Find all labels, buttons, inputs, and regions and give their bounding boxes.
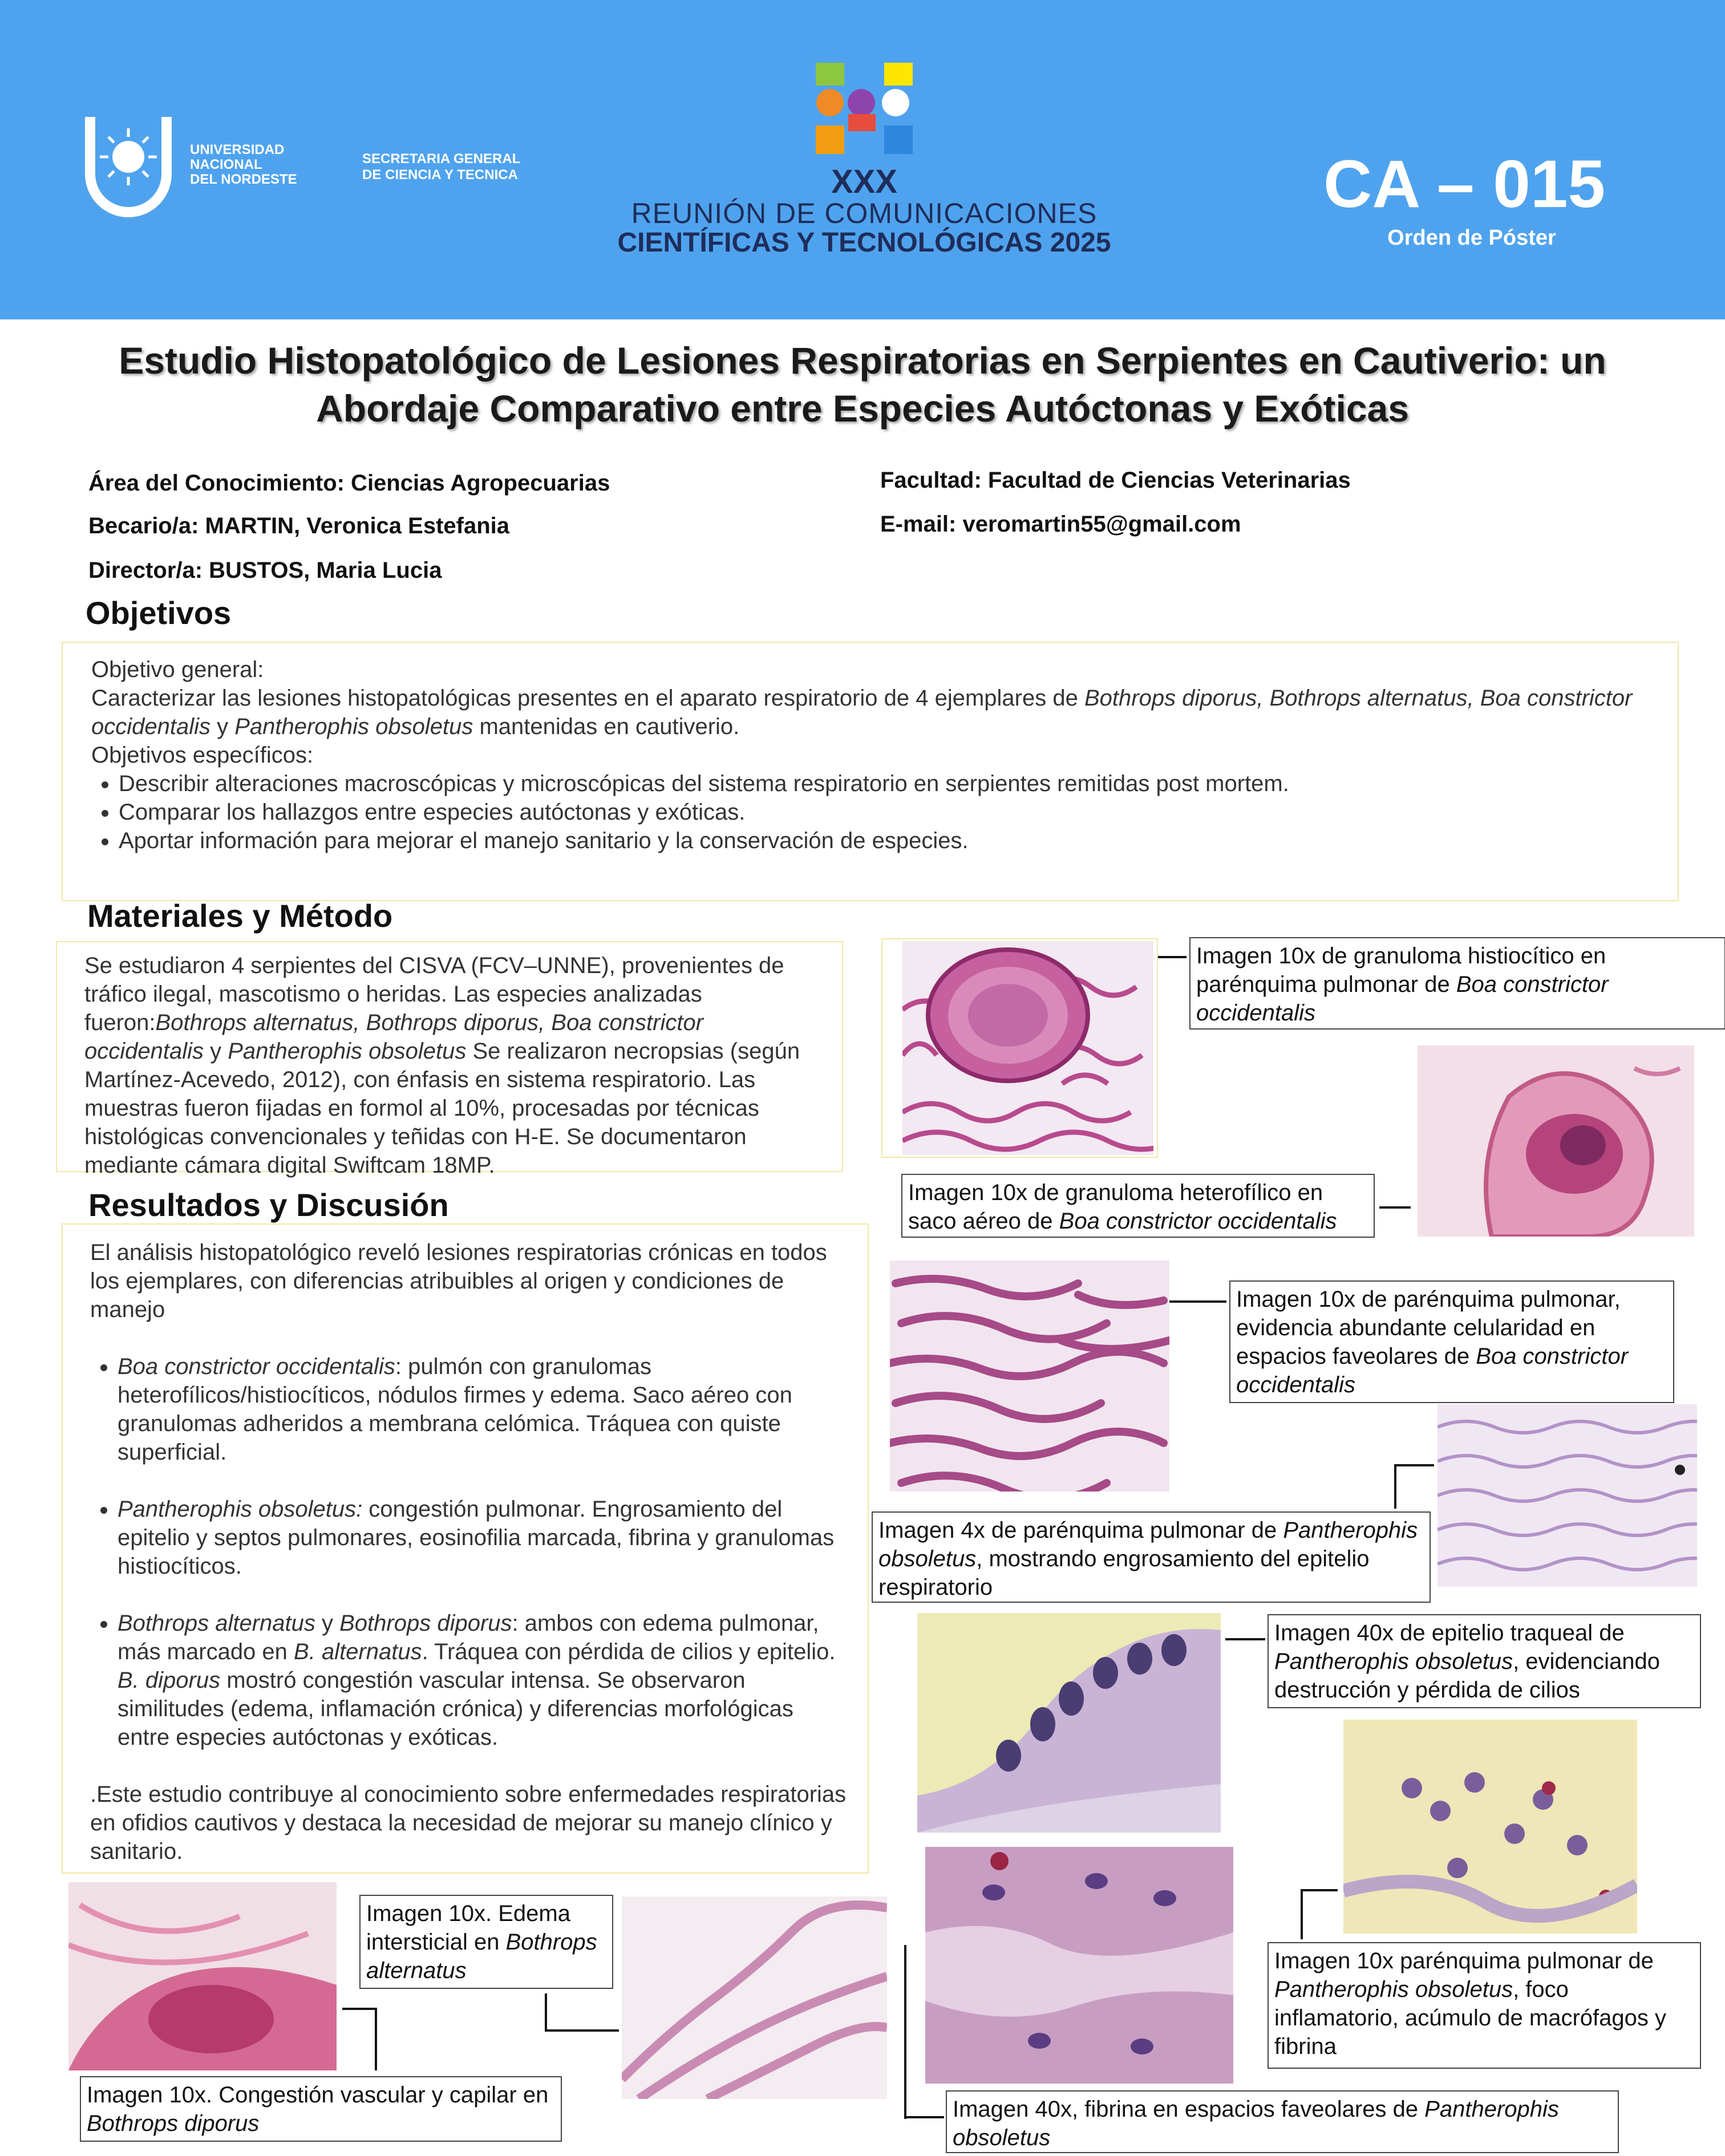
resultado-text: mostró congestión vascular intensa. Se observaron similitudes (edema, inflamación crónica) y diferencias morfológicas entre especies autóctonas y exóticas. <box>118 1668 793 1750</box>
arrow-line <box>1225 1638 1265 1640</box>
objetivos-box <box>62 642 1679 901</box>
micrograph-foco-inflamatorio <box>1343 1720 1637 1934</box>
caption-species: Boa constrictor occidentalis <box>1059 1209 1337 1234</box>
arrow-line <box>1379 1206 1411 1209</box>
resultado-species: Bothrops alternatus <box>118 1611 315 1636</box>
arrow-line <box>375 2008 377 2070</box>
meta-email: E-mail: veromartin55@gmail.com <box>880 512 1241 537</box>
arrow-line <box>1301 1889 1338 1891</box>
objetivo-general-part: y <box>210 714 235 739</box>
list-item: • Describir alteraciones macroscópicas y microscópicas del sistema respiratorio en serpientes remitidas post mortem. <box>119 769 1652 798</box>
secretaria-name <box>362 151 520 183</box>
objetivo-general-label: Objetivo general: <box>91 657 264 682</box>
resultado-species: Bothrops diporus <box>339 1611 512 1636</box>
micrograph-epitelio-traqueal <box>917 1613 1221 1833</box>
resultado-species: B. diporus <box>118 1668 221 1693</box>
header-band <box>0 0 1725 319</box>
micrograph-granuloma-heterofilico <box>1418 1045 1694 1237</box>
objetivo-species: Pantherophis obsoletus <box>234 714 473 739</box>
arrow-line <box>1301 1889 1303 1939</box>
resultados-box <box>62 1223 869 1874</box>
caption-8 <box>359 1895 613 1989</box>
caption-text: Imagen 40x, fibrina en espacios faveolares de <box>953 2097 1425 2122</box>
resultados-intro: El análisis histopatológico reveló lesiones respiratorias crónicas en todos los ejemplares, con diferencias atribuibles al origen y condiciones de manejo <box>90 1240 827 1322</box>
university-line: DEL NORDESTE <box>190 172 297 187</box>
caption-7 <box>946 2090 1619 2153</box>
materiales-text: Se realizaron necropsias (según Martínez-Acevedo, 2012), con énfasis en sistema respiratorio. Las muestras fueron fijadas en formol al 10%, procesadas por técnicas histológicas convencionales y teñidas con H-E. Se documentaron mediante cámara digital Swiftcam 18MP. <box>84 1039 800 1178</box>
meta-director: Director/a: BUSTOS, Maria Lucia <box>88 558 442 583</box>
resultados-list <box>90 1352 851 1752</box>
resultado-text: : ambos con edema pulmonar, más marcado en <box>118 1611 819 1664</box>
university-line: UNIVERSIDAD <box>190 142 285 157</box>
arrow-line <box>545 2029 619 2032</box>
resultado-species: Boa constrictor occidentalis <box>118 1354 395 1379</box>
materiales-heading: Materiales y Método <box>87 898 393 934</box>
caption-text: Imagen 10x de granuloma heterofílico en saco aéreo de <box>908 1180 1323 1234</box>
caption-species: Pantherophis obsoletus <box>953 2097 1559 2150</box>
caption-text: Imagen 10x de parénquima pulmonar, evidencia abundante celularidad en espacios faveolares de <box>1236 1287 1621 1369</box>
secretaria-line: DE CIENCIA Y TECNICA <box>362 167 518 183</box>
micrograph-parenquima-pantherophis-4x <box>1438 1404 1697 1587</box>
objetivos-heading: Objetivos <box>86 595 232 631</box>
micrograph-congestion-vascular <box>68 1882 337 2070</box>
arrow-line <box>1158 956 1187 958</box>
list-item: • Comparar los hallazgos entre especies autóctonas y exóticas. <box>119 798 1652 826</box>
caption-1 <box>1189 937 1725 1030</box>
arrow-line <box>904 2116 944 2118</box>
caption-species: Boa constrictor occidentalis <box>1196 972 1609 1026</box>
caption-species: Bothrops diporus <box>87 2111 260 2136</box>
poster-order-label: Orden de Póster <box>1387 226 1556 250</box>
event-logo-icon <box>813 60 913 160</box>
materiales-text: y <box>204 1039 228 1064</box>
arrow-line <box>904 1945 906 2119</box>
micrograph-parenquima-boa <box>890 1261 1169 1492</box>
arrow-line <box>545 1993 547 2031</box>
micrograph-fibrina <box>925 1847 1233 2084</box>
caption-text: Imagen 10x. Edema intersticial en <box>366 1901 570 1955</box>
unne-logo-icon <box>80 111 177 222</box>
resultados-heading: Resultados y Discusión <box>88 1187 449 1223</box>
resultado-species: B. alternatus <box>294 1639 422 1664</box>
objetivos-especificos-list <box>91 769 1652 855</box>
materiales-species: Bothrops alternatus, Bothrops diporus, Boa constrictor occidentalis <box>84 1010 704 1064</box>
list-item: • Aportar información para mejorar el manejo sanitario y la conservación de especies. <box>119 826 1652 855</box>
caption-9 <box>80 2076 562 2142</box>
caption-text: , foco inflamatorio, acúmulo de macrófagos y fibrina <box>1274 1977 1666 2059</box>
micrograph-granuloma-histiocitico <box>902 941 1153 1155</box>
university-name <box>190 143 297 187</box>
caption-text: Imagen 4x de parénquima pulmonar de <box>878 1518 1283 1543</box>
university-line: NACIONAL <box>190 157 262 172</box>
event-title-line2: CIENTÍFICAS Y TECNOLÓGICAS 2025 <box>617 228 1111 258</box>
objetivo-species: Bothrops diporus, Bothrops alternatus, Boa constrictor occidentalis <box>91 686 1633 739</box>
resultado-text: y <box>315 1611 340 1636</box>
list-item <box>118 1609 851 1752</box>
caption-species: Bothrops alternatus <box>366 1930 597 1983</box>
objetivos-especificos-label: Objetivos específicos: <box>91 743 314 768</box>
resultados-conclusion: .Este estudio contribuye al conocimiento sobre enfermedades respiratorias en ofidios cautivos y destaca la necesidad de mejorar su manejo clínico y sanitario. <box>90 1782 847 1864</box>
materiales-box <box>56 941 843 1178</box>
meta-facultad: Facultad: Facultad de Ciencias Veterinarias <box>880 468 1351 493</box>
resultado-text: . Tráquea con pérdida de cilios y epitelio. <box>422 1639 836 1664</box>
caption-text: , mostrando engrosamiento del epitelio respiratorio <box>878 1546 1370 1600</box>
poster-code: CA – 015 <box>1323 147 1606 222</box>
resultado-text: : pulmón con granulomas heterofílicos/histiocíticos, nódulos firmes y edema. Saco aéreo con granulomas adheridos a membrana celómica. Tráquea con quiste superficial. <box>118 1354 792 1465</box>
event-title-line1: REUNIÓN DE COMUNICACIONES <box>631 197 1098 229</box>
objetivo-general-text <box>91 684 1652 741</box>
caption-species: Pantherophis obsoletus <box>1274 1649 1513 1674</box>
caption-6 <box>1268 1942 1701 2069</box>
caption-species: Pantherophis obsoletus <box>878 1518 1418 1571</box>
secretaria-line: SECRETARIA GENERAL <box>362 151 521 167</box>
poster-title: Estudio Histopatológico de Lesiones Respiratorias en Serpientes en Cautiverio: un Abordaje Comparativo entre Especies Autóctonas y Exóticas <box>119 339 1606 429</box>
caption-text: , evidenciando destrucción y pérdida de cilios <box>1274 1649 1661 1703</box>
arrow-line <box>1394 1464 1434 1466</box>
resultado-text: congestión pulmonar. Engrosamiento del epitelio y septos pulmonares, eosinofilia marcada, fibrina y granulomas histiocíticos. <box>118 1497 835 1579</box>
caption-species: Pantherophis obsoletus <box>1274 1977 1513 2002</box>
caption-2 <box>901 1174 1375 1238</box>
arrow-line <box>342 2008 376 2010</box>
list-item <box>118 1495 851 1580</box>
meta-becario: Becario/a: MARTIN, Veronica Estefania <box>88 513 510 538</box>
arrow-line <box>1394 1464 1396 1509</box>
caption-text: Imagen 10x. Congestión vascular y capilar en <box>87 2082 549 2108</box>
list-item <box>118 1352 851 1466</box>
materiales-text: Se estudiaron 4 serpientes del CISVA (FCV–UNNE), provenientes de tráfico ilegal, mascotismo o heridas. Las especies analizadas fueron: <box>84 953 784 1035</box>
caption-5 <box>1268 1614 1701 1708</box>
caption-3 <box>1229 1280 1674 1403</box>
caption-text: Imagen 10x de granuloma histiocítico en parénquima pulmonar de <box>1196 943 1606 997</box>
caption-text: Imagen 40x de epitelio traqueal de <box>1274 1620 1625 1646</box>
objetivo-general-part: Caracterizar las lesiones histopatológicas presentes en el aparato respiratorio de 4 ejemplares de <box>91 686 1084 711</box>
caption-text: Imagen 10x parénquima pulmonar de <box>1274 1948 1654 1973</box>
meta-area: Área del Conocimiento: Ciencias Agropecuarias <box>88 471 610 496</box>
micrograph-edema-intersticial <box>622 1896 887 2099</box>
event-number: XXX <box>831 163 898 200</box>
caption-4 <box>872 1511 1431 1603</box>
resultado-species: Pantherophis obsoletus: <box>118 1497 363 1522</box>
materiales-species: Pantherophis obsoletus <box>228 1039 467 1064</box>
objetivo-general-part: mantenidas en cautiverio. <box>473 714 740 739</box>
arrow-line <box>1169 1300 1226 1303</box>
caption-species: Boa constrictor occidentalis <box>1236 1344 1629 1397</box>
